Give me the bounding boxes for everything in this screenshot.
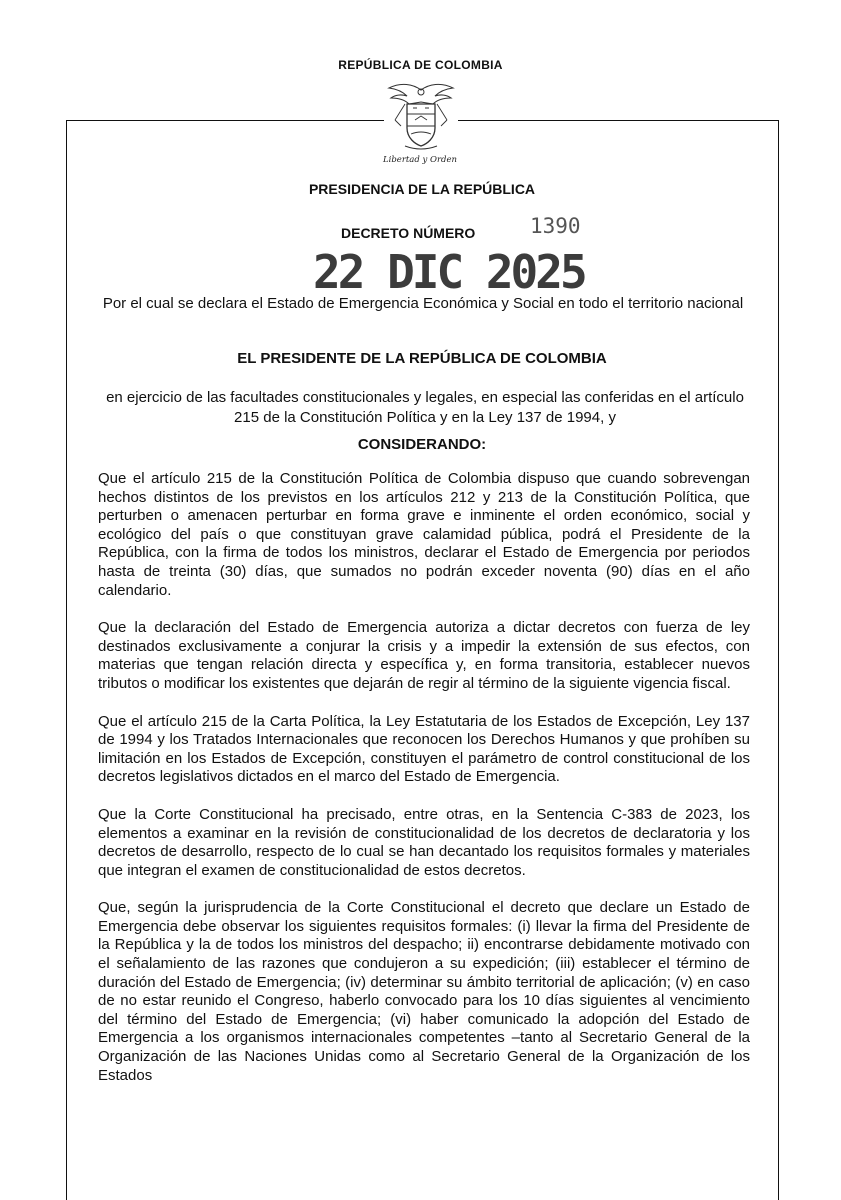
consideration-paragraph: Que el artículo 215 de la Carta Política, la Ley Estatutaria de los Estados de Excepción, Ley 137 de 1994 y los Tratados Internacionales que reconocen los Derechos Humanos y que prohíben su limitación en los Estados de Excepción, constituyen el parámetro de control constitucional de los decretos legislativos dictados en el marco del Estado de Emergencia.: [98, 712, 750, 786]
considering-heading: CONSIDERANDO:: [357, 436, 487, 453]
frame-border-left: [66, 120, 67, 1200]
decree-label: DECRETO NÚMERO: [341, 225, 476, 241]
date-stamp: 22 DIC 2025: [313, 245, 585, 299]
frame-border-right: [778, 120, 779, 1200]
crest-motto: Libertad y Orden: [382, 155, 457, 165]
consideration-paragraph: Que la Corte Constitucional ha precisado, entre otras, en la Sentencia C-383 de 2023, los elementos a examinar en la revisión de constitucionalidad de los decretos de declaratoria y los decretos de desarrollo, respecto de lo cual se han decantado los requisitos formales y materiales que integran el examen de constitucionalidad de estos decretos.: [98, 805, 750, 879]
faculties-clause: en ejercicio de las facultades constitucionales y legales, en especial las conferidas en el artículo 215 de la Constitución Política y en la Ley 137 de 1994, y: [106, 389, 744, 426]
consideration-paragraph: Que, según la jurisprudencia de la Corte Constitucional el decreto que declare un Estado de Emergencia debe observar los siguientes requisitos formales: (i) llevar la firma del Presidente de la República y la de todos los ministros del despacho; ii) encontrarse debidamente motivado con el señalamiento de las razones que condujeron a su expedición; (iii) establecer el término de duración del Estado de Emergencia; (iv) determinar su ámbito territorial de aplicación; (v) en caso de no estar reunido el Congreso, haberlo convocado para los 10 días siguientes al vencimiento del término del Estado de Emergencia; (vi) haber comunicado la adopción del Estado de Emergencia a los organismos internacionales competentes –tanto al Secretario General de la Organización de las Naciones Unidas como al Secretario General de la Organización de los Estados: [98, 899, 750, 1084]
consideration-paragraph: Que el artículo 215 de la Constitución Política de Colombia dispuso que cuando sobrevengan hechos distintos de los previstos en los artículos 212 y 213 de la Constitución Política, que perturben o amenacen perturbar en forma grave e inminente el orden económico, social y ecológico del país o que constituyan grave calamidad pública, podrá el Presidente de la República, con la firma de todos los ministros, declarar el Estado de Emergencia por periodos hasta de treinta (30) días, que sumados no podrán exceder noventa (90) días en el año calendario.: [98, 470, 750, 599]
president-title: EL PRESIDENTE DE LA REPÚBLICA DE COLOMBIA: [237, 350, 607, 367]
decree-number: 1390: [530, 214, 581, 238]
frame-border-top-right: [458, 120, 778, 121]
country-heading: REPÚBLICA DE COLOMBIA: [338, 58, 503, 72]
frame-border-top-left: [66, 120, 384, 121]
considerations-body: [98, 470, 750, 1104]
consideration-paragraph: Que la declaración del Estado de Emergencia autoriza a dictar decretos con fuerza de ley destinados exclusivamente a conjurar la crisis y a impedir la extensión de sus efectos, con materias que tengan relación directa y específica y, en forma transitoria, establecer nuevos tributos o modificar los existentes que dejarán de regir al término de la siguiente vigencia fiscal.: [98, 619, 750, 692]
coat-of-arms-icon: [383, 80, 459, 152]
office-title: PRESIDENCIA DE LA REPÚBLICA: [308, 181, 536, 197]
decree-subject: Por el cual se declara el Estado de Emergencia Económica y Social en todo el territorio nacional: [102, 295, 744, 312]
